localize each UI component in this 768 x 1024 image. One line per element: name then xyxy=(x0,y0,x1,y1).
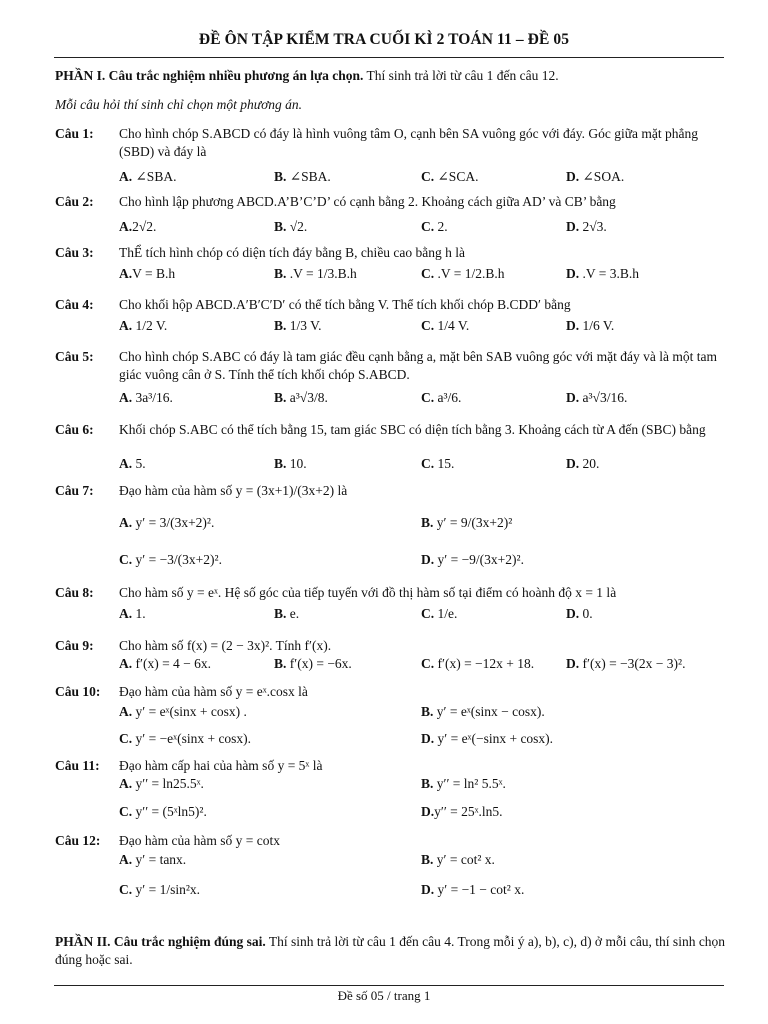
answer-option xyxy=(421,605,457,623)
option-text: 2√2. xyxy=(132,219,157,234)
option-text: y′ = tanx. xyxy=(132,852,187,867)
answer-option xyxy=(119,730,251,748)
question-label: Câu 5: xyxy=(55,349,94,364)
answer-option xyxy=(274,455,307,473)
question-text: Đạo hàm của hàm số y = eˣ.cosx là xyxy=(119,684,308,699)
option-letter: B. xyxy=(274,390,287,405)
option-letter: D. xyxy=(421,882,435,897)
header-rule xyxy=(54,57,724,58)
option-text: y′ = cot² x. xyxy=(433,852,495,867)
question-label: Câu 10: xyxy=(55,684,101,699)
option-letter: B. xyxy=(421,852,434,867)
option-text: 5. xyxy=(132,456,146,471)
answer-option xyxy=(421,168,478,186)
question-text: Cho hàm số f(x) = (2 − 3x)². Tính f′(x). xyxy=(119,638,332,653)
question-text: ThỂ tích hình chóp có diện tích đáy bằng B, chiều cao bằng h là xyxy=(119,245,466,260)
part1-heading xyxy=(55,67,726,85)
answer-option xyxy=(119,881,200,899)
answer-option xyxy=(274,317,322,335)
option-letter: C. xyxy=(421,219,435,234)
option-text: a³√3/8. xyxy=(286,390,328,405)
question-label: Câu 4: xyxy=(55,297,94,312)
part2-heading-rest: Thí sinh trả lời từ câu 1 đến câu 4. Trong mỗi ý a), b), c), d) ở mỗi câu, thí sinh chọn đúng hoặc sai. xyxy=(55,934,726,967)
option-letter: D. xyxy=(566,266,580,281)
option-letter: B. xyxy=(421,776,434,791)
option-text: 10. xyxy=(286,456,307,471)
option-letter: D. xyxy=(566,219,580,234)
question-label: Câu 12: xyxy=(55,833,101,848)
answer-option xyxy=(421,455,454,473)
answer-option xyxy=(566,168,624,186)
answer-option xyxy=(566,218,607,236)
answer-option xyxy=(421,803,503,821)
answer-option xyxy=(274,605,299,623)
option-letter: D. xyxy=(421,552,435,567)
answer-option xyxy=(566,317,614,335)
option-letter: C. xyxy=(119,731,133,746)
answer-option xyxy=(119,265,175,283)
option-text: 2. xyxy=(434,219,448,234)
option-text: 1/3 V. xyxy=(286,318,322,333)
part1-heading-bold: PHẦN I. Câu trắc nghiệm nhiều phương án lựa chọn. xyxy=(55,68,364,83)
option-text: y′ = 3/(3x+2)². xyxy=(132,515,215,530)
answer-option xyxy=(119,851,186,869)
answer-option xyxy=(119,514,214,532)
part1-heading-rest: Thí sinh trả lời từ câu 1 đến câu 12. xyxy=(363,68,559,83)
option-letter: A. xyxy=(119,390,133,405)
option-text: y′ = −3/(3x+2)². xyxy=(132,552,222,567)
answer-option xyxy=(421,655,534,673)
answer-option xyxy=(119,317,167,335)
option-text: y′ = eˣ(sinx − cosx). xyxy=(433,704,545,719)
answer-option xyxy=(119,218,156,236)
option-text: y′ = −1 − cot² x. xyxy=(434,882,525,897)
option-text: V = B.h xyxy=(132,266,176,281)
option-text: y′ = eˣ(sinx + cosx) . xyxy=(132,704,247,719)
option-letter: C. xyxy=(119,804,133,819)
answer-option xyxy=(119,703,247,721)
part2-heading xyxy=(55,933,726,969)
option-text: y′ = −eˣ(sinx + cosx). xyxy=(132,731,252,746)
option-letter: D. xyxy=(566,169,580,184)
option-letter: A. xyxy=(119,318,133,333)
option-text: 1/4 V. xyxy=(434,318,470,333)
option-text: ∠SOA. xyxy=(579,169,625,184)
answer-option xyxy=(119,551,222,569)
option-text: y′ = 1/sin²x. xyxy=(132,882,200,897)
answer-option xyxy=(421,265,505,283)
option-letter: D. xyxy=(566,318,580,333)
option-letter: A. xyxy=(119,456,133,471)
answer-option xyxy=(274,655,352,673)
question-label: Câu 8: xyxy=(55,585,94,600)
option-letter: D. xyxy=(566,390,580,405)
answer-option xyxy=(119,168,176,186)
option-text: y′ = eˣ(−sinx + cosx). xyxy=(434,731,554,746)
option-letter: B. xyxy=(274,169,287,184)
option-text: y′ = 9/(3x+2)² xyxy=(433,515,513,530)
answer-option xyxy=(421,218,448,236)
question-text: Đạo hàm của hàm số y = cotx xyxy=(119,833,280,848)
option-text: .V = 1/2.B.h xyxy=(434,266,505,281)
answer-option xyxy=(566,389,627,407)
option-letter: C. xyxy=(421,266,435,281)
option-text: √2. xyxy=(286,219,308,234)
question-label: Câu 1: xyxy=(55,126,94,141)
option-text: 0. xyxy=(579,606,593,621)
option-text: .V = 1/3.B.h xyxy=(286,266,357,281)
option-letter: A. xyxy=(119,266,133,281)
answer-option xyxy=(274,265,357,283)
option-text: 3a³/16. xyxy=(132,390,173,405)
option-text: f′(x) = −6x. xyxy=(286,656,352,671)
option-text: y′′ = (5ˣln5)². xyxy=(132,804,207,819)
option-text: .V = 3.B.h xyxy=(579,266,639,281)
option-letter: A. xyxy=(119,219,133,234)
option-text: f′(x) = −12x + 18. xyxy=(434,656,535,671)
option-letter: A. xyxy=(119,852,133,867)
option-letter: C. xyxy=(119,882,133,897)
option-text: 1/2 V. xyxy=(132,318,168,333)
option-letter: A. xyxy=(119,776,133,791)
question-text: Đạo hàm cấp hai của hàm số y = 5ˣ là xyxy=(119,758,323,773)
option-text: f′(x) = 4 − 6x. xyxy=(132,656,212,671)
answer-option xyxy=(119,655,211,673)
option-text: f′(x) = −3(2x − 3)². xyxy=(579,656,686,671)
option-letter: D. xyxy=(421,731,435,746)
option-text: ∠SBA. xyxy=(132,169,177,184)
option-letter: B. xyxy=(421,515,434,530)
answer-option xyxy=(421,514,512,532)
page-footer: Đề số 05 / trang 1 xyxy=(337,988,431,1003)
option-letter: A. xyxy=(119,606,133,621)
answer-option xyxy=(119,803,207,821)
answer-option xyxy=(119,455,146,473)
option-text: 1/e. xyxy=(434,606,458,621)
option-letter: D. xyxy=(421,804,435,819)
option-text: y′′ = 25ˣ.ln5. xyxy=(434,804,503,819)
option-letter: C. xyxy=(119,552,133,567)
answer-option xyxy=(421,551,524,569)
answer-option xyxy=(421,317,469,335)
option-letter: D. xyxy=(566,656,580,671)
option-letter: D. xyxy=(566,456,580,471)
question-text: Cho hình lập phương ABCD.A’B’C’D’ có cạnh bằng 2. Khoảng cách giữa AD’ và CB’ bằng xyxy=(119,194,616,209)
option-text: a³/6. xyxy=(434,390,462,405)
question-label: Câu 7: xyxy=(55,483,94,498)
option-letter: A. xyxy=(119,656,133,671)
option-letter: B. xyxy=(274,456,287,471)
answer-option xyxy=(421,730,553,748)
answer-option xyxy=(274,218,307,236)
answer-option xyxy=(566,655,685,673)
option-letter: B. xyxy=(421,704,434,719)
option-letter: B. xyxy=(274,219,287,234)
page-title: ĐỀ ÔN TẬP KIỂM TRA CUỐI KÌ 2 TOÁN 11 – ĐỀ 05 xyxy=(198,31,570,48)
answer-option xyxy=(421,881,524,899)
option-letter: B. xyxy=(274,266,287,281)
part1-note: Mỗi câu hỏi thí sinh chỉ chọn một phương án. xyxy=(55,97,303,112)
option-text: y′ = −9/(3x+2)². xyxy=(434,552,524,567)
option-text: ∠SCA. xyxy=(434,169,479,184)
option-letter: C. xyxy=(421,456,435,471)
answer-option xyxy=(421,703,545,721)
answer-option xyxy=(566,265,639,283)
option-letter: C. xyxy=(421,606,435,621)
option-letter: D. xyxy=(566,606,580,621)
question-label: Câu 2: xyxy=(55,194,94,209)
question-text: Cho hình chóp S.ABCD có đáy là hình vuông tâm O, cạnh bên SA vuông góc với đáy. Góc giữa mặt phẳng (SBD) và đáy là xyxy=(119,126,699,159)
answer-option xyxy=(566,455,599,473)
option-letter: A. xyxy=(119,169,133,184)
question-text: Cho khối hộp ABCD.A′B′C′D′ có thể tích bằng V. Thể tích khối chóp B.CDD′ bằng xyxy=(119,297,571,312)
question-text: Khối chóp S.ABC có thể tích bằng 15, tam giác SBC có diện tích bằng 3. Khoảng cách từ A đến (SBC) bằng xyxy=(119,422,706,437)
question-label: Câu 9: xyxy=(55,638,94,653)
question-label: Câu 3: xyxy=(55,245,94,260)
footer-rule xyxy=(54,985,724,986)
answer-option xyxy=(119,389,173,407)
question-text: Đạo hàm của hàm số y = (3x+1)/(3x+2) là xyxy=(119,483,348,498)
option-text: 1. xyxy=(132,606,146,621)
option-letter: B. xyxy=(274,318,287,333)
option-text: y′′ = ln² 5.5ˣ. xyxy=(433,776,506,791)
option-text: e. xyxy=(286,606,300,621)
option-text: ∠SBA. xyxy=(286,169,331,184)
option-text: 2√3. xyxy=(579,219,607,234)
answer-option xyxy=(119,605,146,623)
answer-option xyxy=(421,389,461,407)
part2-heading-bold: PHẦN II. Câu trắc nghiệm đúng sai. xyxy=(55,934,266,949)
question-text: Cho hàm số y = eˣ. Hệ số góc của tiếp tuyến với đồ thị hàm số tại điểm có hoành độ x = 1 là xyxy=(119,585,617,600)
option-letter: C. xyxy=(421,169,435,184)
option-letter: A. xyxy=(119,515,133,530)
option-text: 15. xyxy=(434,456,455,471)
option-letter: C. xyxy=(421,390,435,405)
answer-option xyxy=(566,605,593,623)
option-letter: B. xyxy=(274,656,287,671)
answer-option xyxy=(421,775,506,793)
option-letter: B. xyxy=(274,606,287,621)
question-label: Câu 11: xyxy=(55,758,100,773)
question-label: Câu 6: xyxy=(55,422,94,437)
option-text: a³√3/16. xyxy=(579,390,628,405)
answer-option xyxy=(274,168,331,186)
option-text: y′′ = ln25.5ˣ. xyxy=(132,776,204,791)
answer-option xyxy=(119,775,204,793)
option-text: 20. xyxy=(579,456,600,471)
option-text: 1/6 V. xyxy=(579,318,615,333)
answer-option xyxy=(421,851,495,869)
question-text: Cho hình chóp S.ABC có đáy là tam giác đều cạnh bằng a, mặt bên SAB vuông góc với mặt đáy và là một tam giác vuông cân ở S. Tính thể tích khối chóp S.ABCD. xyxy=(119,349,718,382)
option-letter: A. xyxy=(119,704,133,719)
option-letter: C. xyxy=(421,318,435,333)
option-letter: C. xyxy=(421,656,435,671)
answer-option xyxy=(274,389,328,407)
